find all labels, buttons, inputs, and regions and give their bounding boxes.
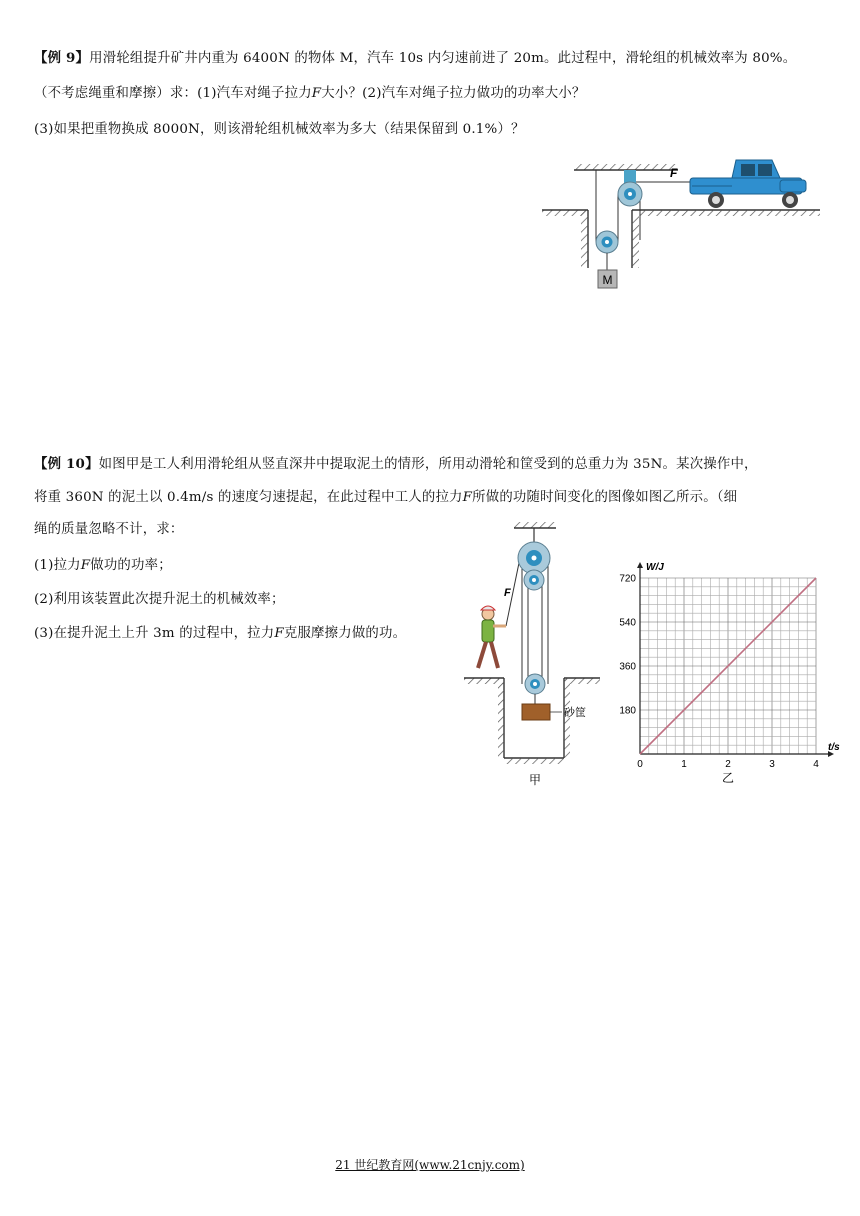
ex9-line3: (3)如果把重物换成 8000N，则该滑轮组机械效率为多大（结果保留到 0.1%）？ (34, 122, 525, 137)
y-tick-label: 360 (619, 661, 636, 673)
x-tick-label: 3 (769, 759, 775, 770)
sand-basket-label: 砂筐 (564, 707, 586, 719)
ex10-line1-text: 如图甲是工人利用滑轮组从竖直深井中提取泥土的情形，所用动滑轮和筐受到的总重力为 35N。某次操作中， (98, 457, 758, 472)
sand-basket (522, 704, 550, 720)
truck (690, 160, 806, 208)
ex9-line1-text: 用滑轮组提升矿井内重为 6400N 的物体 M，汽车 10s 内匀速前进了 20m。此过程中，滑轮组的机械效率为 80%。 (89, 51, 797, 66)
ex10-line3: 绳的质量忽略不计，求： (34, 522, 184, 537)
x-tick-label: 0 (637, 759, 643, 770)
footer-link[interactable]: 21 世纪教育网(www.21cnjy.com) (335, 1158, 525, 1172)
ex10-q2: (2)利用该装置此次提升泥土的机械效率； (34, 592, 285, 607)
ex10-q1 (34, 556, 172, 576)
ex10-q3 (34, 624, 406, 644)
y-tick-label: 540 (619, 617, 636, 629)
ex10-line2-b: 所做的功随时间变化的图像如图乙所示。（细 (472, 490, 738, 505)
ex10-q3-F: F (274, 626, 284, 641)
ex9-line2-b: 大小？(2)汽车对绳子拉力做功的功率大小？ (321, 86, 586, 101)
ex9-line1 (34, 48, 796, 69)
y-axis-arrow (637, 562, 643, 568)
caption-yi: 乙 (721, 771, 735, 785)
ex10-q1-b: 做功的功率； (90, 558, 172, 573)
x-tick-label: 2 (725, 759, 731, 770)
ex10-figure-jia (460, 522, 610, 788)
ex10-q3-a: (3)在提升泥土上升 3m 的过程中，拉力 (34, 626, 275, 641)
force-label-F: F (670, 166, 678, 180)
x-tick-label: 4 (813, 759, 819, 770)
x-tick-label: 1 (681, 759, 687, 770)
caption-jia: 甲 (528, 773, 542, 787)
ceiling-hatch (574, 164, 678, 170)
ex10-tag: 【例 10】 (34, 456, 99, 472)
ex10-chart-yi (612, 558, 848, 790)
ex10-q1-F: F (80, 558, 91, 573)
ex9-tag: 【例 9】 (34, 50, 90, 66)
ex10-line1 (34, 454, 758, 475)
ex10-q3-b: 克服摩擦力做的功。 (283, 626, 407, 641)
ex10-line2-F: F (462, 490, 473, 505)
ex9-pulley-truck-figure (536, 158, 826, 294)
ex10-line2-a: 将重 360N 的泥土以 0.4m/s 的速度匀速提起，在此过程中工人的拉力 (34, 490, 463, 505)
y-tick-label: 180 (619, 705, 636, 717)
ex9-line2-F: F (311, 86, 322, 101)
ground-right (639, 210, 820, 216)
ex10-q1-a: (1)拉力 (34, 558, 81, 573)
y-tick-label: 720 (619, 573, 636, 585)
chart-ylabel: W/J (646, 562, 664, 573)
force-label-F-jia: F (504, 587, 511, 599)
ex10-line2 (34, 488, 737, 508)
chart-xlabel: t/s (828, 742, 840, 753)
ex9-line2-a: （不考虑绳重和摩擦）求：(1)汽车对绳子拉力 (34, 86, 312, 101)
ex9-line2 (34, 84, 586, 104)
weight-M-label: M (602, 273, 613, 287)
worker (478, 606, 506, 668)
